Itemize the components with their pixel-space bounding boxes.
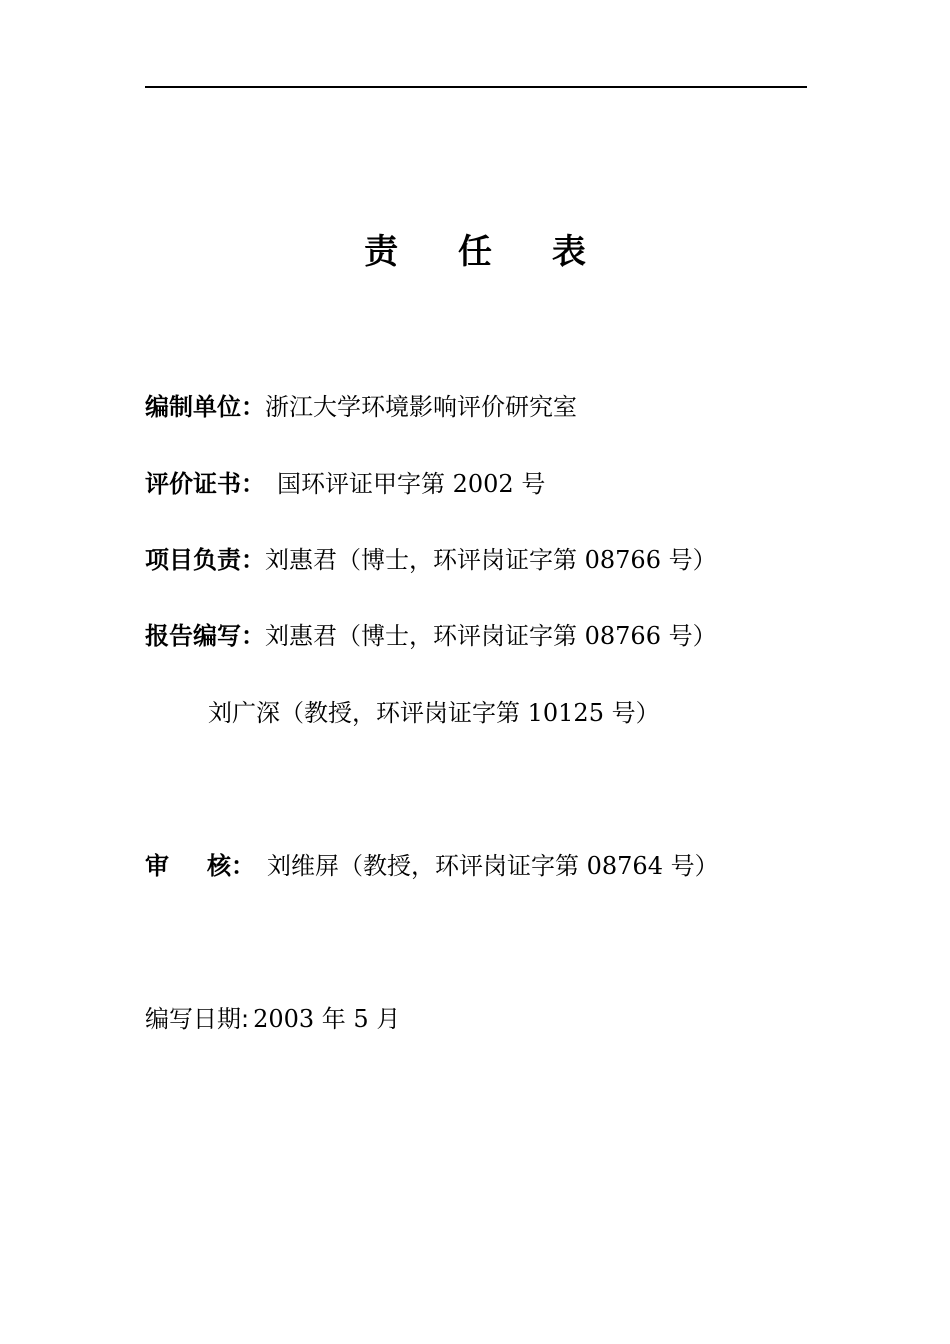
report-writer-value-2: 刘广深（教授，环评岗证字第 10125 号） bbox=[208, 699, 660, 727]
certificate-label: 评价证书： bbox=[145, 470, 265, 498]
certificate-row bbox=[145, 468, 545, 500]
page-title bbox=[0, 224, 950, 273]
project-lead-value: 刘惠君（博士，环评岗证字第 08766 号） bbox=[265, 546, 717, 574]
project-lead-label: 项目负责： bbox=[145, 546, 265, 574]
reviewer-label-a: 审 bbox=[145, 852, 169, 880]
title-char-2: 任 bbox=[458, 232, 492, 272]
certificate-value: 国环评证甲字第 2002 号 bbox=[277, 470, 546, 498]
unit-value: 浙江大学环境影响评价研究室 bbox=[265, 393, 577, 421]
reviewer-value: 刘维屏（教授，环评岗证字第 08764 号） bbox=[267, 852, 719, 880]
reviewer-label-b: 核： bbox=[207, 852, 255, 880]
reviewer-row bbox=[145, 850, 719, 882]
report-writer-value-1: 刘惠君（博士，环评岗证字第 08766 号） bbox=[265, 622, 717, 650]
date-row bbox=[145, 1003, 400, 1035]
report-writer-row bbox=[145, 620, 717, 652]
report-writer-row-2 bbox=[208, 697, 660, 729]
top-rule bbox=[145, 86, 807, 88]
date-value: 2003 年 5 月 bbox=[253, 1005, 401, 1033]
date-label: 编写日期: bbox=[145, 1005, 250, 1033]
unit-row bbox=[145, 391, 577, 423]
title-char-3: 表 bbox=[551, 232, 586, 272]
report-writer-label: 报告编写： bbox=[145, 622, 265, 650]
project-lead-row bbox=[145, 544, 717, 576]
title-char-1: 责 bbox=[364, 232, 399, 272]
unit-label: 编制单位： bbox=[145, 393, 265, 421]
